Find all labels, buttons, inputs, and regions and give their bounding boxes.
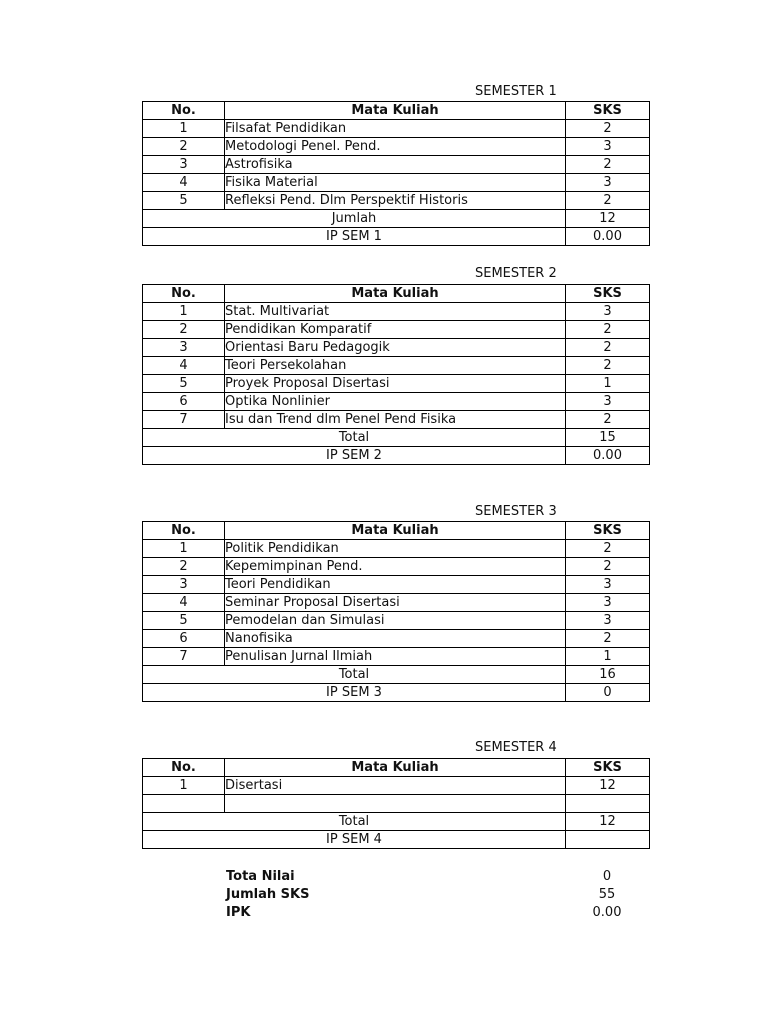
row-course <box>225 795 566 813</box>
ip-row <box>143 447 650 465</box>
semester-2-title: SEMESTER 2 <box>475 266 557 281</box>
row-no: 7 <box>143 648 225 666</box>
row-course: Penulisan Jurnal Ilmiah <box>225 648 566 666</box>
row-course: Disertasi <box>225 777 566 795</box>
table-row <box>143 630 650 648</box>
row-sks: 2 <box>566 357 650 375</box>
row-no <box>143 795 225 813</box>
total-row <box>143 429 650 447</box>
row-no: 5 <box>143 192 225 210</box>
row-course: Proyek Proposal Disertasi <box>225 375 566 393</box>
row-sks: 3 <box>566 576 650 594</box>
total-value: 12 <box>566 210 650 228</box>
total-row <box>143 210 650 228</box>
semester-3-title: SEMESTER 3 <box>475 504 557 519</box>
ip-label: IP SEM 4 <box>143 831 566 849</box>
row-no: 1 <box>143 777 225 795</box>
row-course: Nanofisika <box>225 630 566 648</box>
total-value: 12 <box>566 813 650 831</box>
table-header-row <box>143 102 650 120</box>
row-no: 1 <box>143 303 225 321</box>
ip-value: 0.00 <box>566 228 650 246</box>
header-no: No. <box>143 102 225 120</box>
row-no: 4 <box>143 357 225 375</box>
ip-label: IP SEM 1 <box>143 228 566 246</box>
total-row <box>143 813 650 831</box>
ip-label: IP SEM 3 <box>143 684 566 702</box>
header-mata-kuliah: Mata Kuliah <box>225 285 566 303</box>
table-row <box>143 393 650 411</box>
row-sks: 2 <box>566 156 650 174</box>
row-sks: 2 <box>566 558 650 576</box>
table-row <box>143 174 650 192</box>
total-value: 15 <box>566 429 650 447</box>
table-row <box>143 558 650 576</box>
row-sks: 12 <box>566 777 650 795</box>
total-label: Total <box>143 429 566 447</box>
summary-block <box>226 868 646 922</box>
table-row <box>143 339 650 357</box>
table-row <box>143 156 650 174</box>
row-course: Seminar Proposal Disertasi <box>225 594 566 612</box>
row-no: 5 <box>143 612 225 630</box>
table-row <box>143 192 650 210</box>
table-row <box>143 594 650 612</box>
summary-ipk <box>226 904 646 922</box>
table-row <box>143 138 650 156</box>
summary-label: Jumlah SKS <box>226 887 310 902</box>
row-no: 4 <box>143 594 225 612</box>
header-sks: SKS <box>566 759 650 777</box>
row-course: Metodologi Penel. Pend. <box>225 138 566 156</box>
row-no: 2 <box>143 321 225 339</box>
row-sks: 2 <box>566 411 650 429</box>
semester-4-table <box>142 758 650 849</box>
row-course: Fisika Material <box>225 174 566 192</box>
row-sks: 3 <box>566 174 650 192</box>
summary-total-nilai <box>226 868 646 886</box>
header-no: No. <box>143 759 225 777</box>
row-sks: 3 <box>566 138 650 156</box>
row-sks: 2 <box>566 192 650 210</box>
row-course: Stat. Multivariat <box>225 303 566 321</box>
row-no: 1 <box>143 540 225 558</box>
row-no: 3 <box>143 576 225 594</box>
row-sks: 2 <box>566 339 650 357</box>
table-header-row <box>143 759 650 777</box>
row-course: Politik Pendidikan <box>225 540 566 558</box>
table-row <box>143 375 650 393</box>
table-header-row <box>143 522 650 540</box>
table-row <box>143 795 650 813</box>
row-no: 2 <box>143 138 225 156</box>
table-row <box>143 357 650 375</box>
summary-label: Tota Nilai <box>226 869 295 884</box>
semester-2-table <box>142 284 650 465</box>
row-no: 4 <box>143 174 225 192</box>
row-course: Isu dan Trend dlm Penel Pend Fisika <box>225 411 566 429</box>
summary-value: 55 <box>598 887 616 902</box>
row-sks: 1 <box>566 648 650 666</box>
row-sks: 2 <box>566 540 650 558</box>
ip-row <box>143 684 650 702</box>
total-label: Jumlah <box>143 210 566 228</box>
table-row <box>143 303 650 321</box>
row-sks: 2 <box>566 630 650 648</box>
header-mata-kuliah: Mata Kuliah <box>225 759 566 777</box>
row-course: Kepemimpinan Pend. <box>225 558 566 576</box>
row-no: 3 <box>143 339 225 357</box>
total-label: Total <box>143 813 566 831</box>
table-row <box>143 576 650 594</box>
table-header-row <box>143 285 650 303</box>
total-row <box>143 666 650 684</box>
row-course: Teori Persekolahan <box>225 357 566 375</box>
row-no: 1 <box>143 120 225 138</box>
row-sks: 3 <box>566 303 650 321</box>
table-row <box>143 777 650 795</box>
header-mata-kuliah: Mata Kuliah <box>225 102 566 120</box>
header-mata-kuliah: Mata Kuliah <box>225 522 566 540</box>
row-sks: 2 <box>566 120 650 138</box>
summary-jumlah-sks <box>226 886 646 904</box>
row-sks: 3 <box>566 612 650 630</box>
ip-value: 0 <box>566 684 650 702</box>
header-sks: SKS <box>566 102 650 120</box>
row-no: 6 <box>143 393 225 411</box>
summary-value: 0 <box>602 869 612 884</box>
header-sks: SKS <box>566 522 650 540</box>
row-sks: 2 <box>566 321 650 339</box>
row-sks: 1 <box>566 375 650 393</box>
row-course: Astrofisika <box>225 156 566 174</box>
ip-value: 0.00 <box>566 447 650 465</box>
row-no: 6 <box>143 630 225 648</box>
summary-value: 0.00 <box>592 905 622 920</box>
semester-1-table <box>142 101 650 246</box>
total-value: 16 <box>566 666 650 684</box>
ip-value <box>566 831 650 849</box>
table-row <box>143 612 650 630</box>
table-row <box>143 120 650 138</box>
table-row <box>143 321 650 339</box>
ip-label: IP SEM 2 <box>143 447 566 465</box>
semester-3-table <box>142 521 650 702</box>
row-course: Filsafat Pendidikan <box>225 120 566 138</box>
ip-row <box>143 228 650 246</box>
table-row <box>143 411 650 429</box>
header-sks: SKS <box>566 285 650 303</box>
semester-4-title: SEMESTER 4 <box>475 740 557 755</box>
row-course: Teori Pendidikan <box>225 576 566 594</box>
row-no: 2 <box>143 558 225 576</box>
table-row <box>143 540 650 558</box>
row-sks: 3 <box>566 594 650 612</box>
row-sks: 3 <box>566 393 650 411</box>
row-course: Refleksi Pend. Dlm Perspektif Historis <box>225 192 566 210</box>
summary-label: IPK <box>226 905 251 920</box>
row-course: Optika Nonlinier <box>225 393 566 411</box>
row-course: Pendidikan Komparatif <box>225 321 566 339</box>
row-course: Pemodelan dan Simulasi <box>225 612 566 630</box>
semester-1-title: SEMESTER 1 <box>475 84 557 99</box>
total-label: Total <box>143 666 566 684</box>
row-course: Orientasi Baru Pedagogik <box>225 339 566 357</box>
row-sks <box>566 795 650 813</box>
table-row <box>143 648 650 666</box>
row-no: 5 <box>143 375 225 393</box>
header-no: No. <box>143 285 225 303</box>
row-no: 3 <box>143 156 225 174</box>
ip-row <box>143 831 650 849</box>
row-no: 7 <box>143 411 225 429</box>
header-no: No. <box>143 522 225 540</box>
